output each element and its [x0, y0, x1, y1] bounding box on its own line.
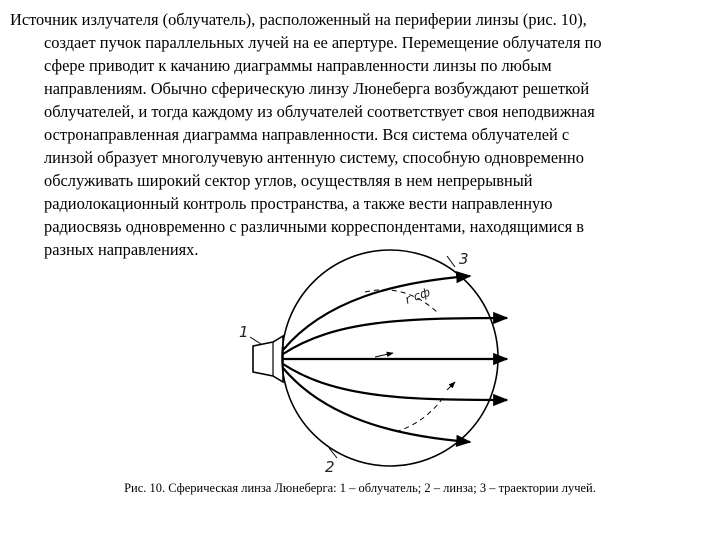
text-line: создает пучок параллельных лучей на ее апертуре. Перемещение облучателя по [44, 33, 602, 52]
figure-caption: Рис. 10. Сферическая линза Люнеберга: 1 – облучатель; 2 – линза; 3 – траектории лучей. [124, 481, 596, 495]
label-radius: r сф [403, 284, 433, 307]
ray-trajectories [283, 276, 507, 442]
text-line: остронаправленная диаграмма направленности. Вся система облучателей с [44, 125, 570, 144]
text-line: разных направлениях. [44, 240, 199, 259]
ray [283, 364, 507, 400]
scan-arc [365, 290, 455, 432]
text-line: линзой образует многолучевую антенную систему, способную одновременно [44, 148, 584, 167]
label-lens: 2 [325, 458, 335, 476]
ray [283, 318, 507, 354]
text-line: направлениям. Обычно сферическую линзу Люнеберга возбуждают решеткой [44, 79, 590, 98]
feed-horn [253, 336, 283, 382]
text-line: облучателей, и тогда каждому из облучателей соответствует своя неподвижная [44, 102, 595, 121]
text-line: сфере приводит к качанию диаграммы направленности линзы по любым [44, 56, 552, 75]
label-rays: 3 [459, 250, 469, 268]
label-feed: 1 [239, 323, 249, 341]
text-line: Источник излучателя (облучатель), расположенный на периферии линзы (рис. 10), [10, 10, 587, 29]
body-paragraph [10, 8, 710, 261]
text-line: обслуживать широкий сектор углов, осуществляя в нем непрерывный [44, 171, 533, 190]
text-line: радиосвязь одновременно с различными корреспондентами, находящимися в [44, 217, 585, 236]
text-line: радиолокационный контроль пространства, а также вести направленную [44, 194, 553, 213]
luneburg-lens-figure [215, 240, 515, 480]
